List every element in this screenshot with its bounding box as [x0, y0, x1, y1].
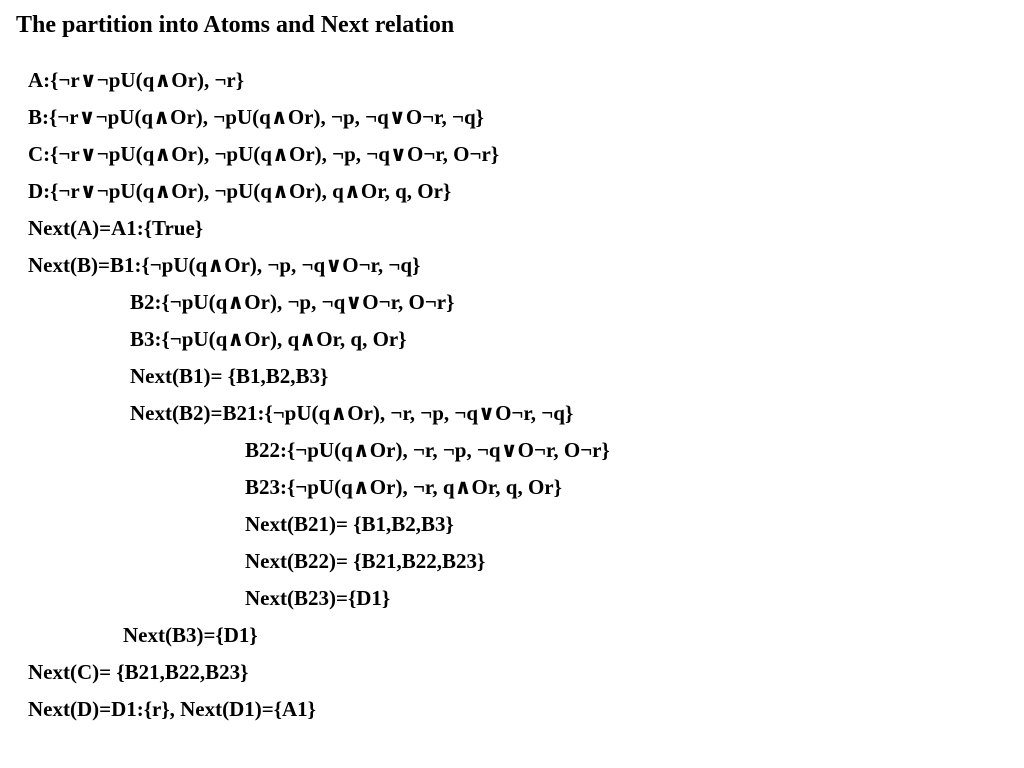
next-b22-line: Next(B22)= {B21,B22,B23}: [245, 549, 486, 573]
next-b2-line: Next(B2)=B21:{¬pU(q∧Or), ¬r, ¬p, ¬q∨O¬r, ¬q}: [130, 401, 574, 425]
atom-a-line: A:{¬r∨¬pU(q∧Or), ¬r}: [28, 68, 245, 92]
b2-line: B2:{¬pU(q∧Or), ¬p, ¬q∨O¬r, O¬r}: [130, 290, 455, 314]
next-b3-line: Next(B3)={D1}: [123, 623, 258, 647]
b23-line: B23:{¬pU(q∧Or), ¬r, q∧Or, q, Or}: [245, 475, 562, 499]
next-b21-line: Next(B21)= {B1,B2,B3}: [245, 512, 454, 536]
next-b-line: Next(B)=B1:{¬pU(q∧Or), ¬p, ¬q∨O¬r, ¬q}: [28, 253, 421, 277]
atom-c-line: C:{¬r∨¬pU(q∧Or), ¬pU(q∧Or), ¬p, ¬q∨O¬r, O¬r}: [28, 142, 500, 166]
atom-d-line: D:{¬r∨¬pU(q∧Or), ¬pU(q∧Or), q∧Or, q, Or}: [28, 179, 452, 203]
next-a-line: Next(A)=A1:{True}: [28, 216, 204, 240]
next-b1-line: Next(B1)= {B1,B2,B3}: [130, 364, 329, 388]
b3-line: B3:{¬pU(q∧Or), q∧Or, q, Or}: [130, 327, 407, 351]
slide-title: The partition into Atoms and Next relation: [16, 12, 455, 38]
next-d-line: Next(D)=D1:{r}, Next(D1)={A1}: [28, 697, 316, 721]
next-b23-line: Next(B23)={D1}: [245, 586, 391, 610]
b22-line: B22:{¬pU(q∧Or), ¬r, ¬p, ¬q∨O¬r, O¬r}: [245, 438, 610, 462]
atom-b-line: B:{¬r∨¬pU(q∧Or), ¬pU(q∧Or), ¬p, ¬q∨O¬r, ¬q}: [28, 105, 484, 129]
next-c-line: Next(C)= {B21,B22,B23}: [28, 660, 249, 684]
